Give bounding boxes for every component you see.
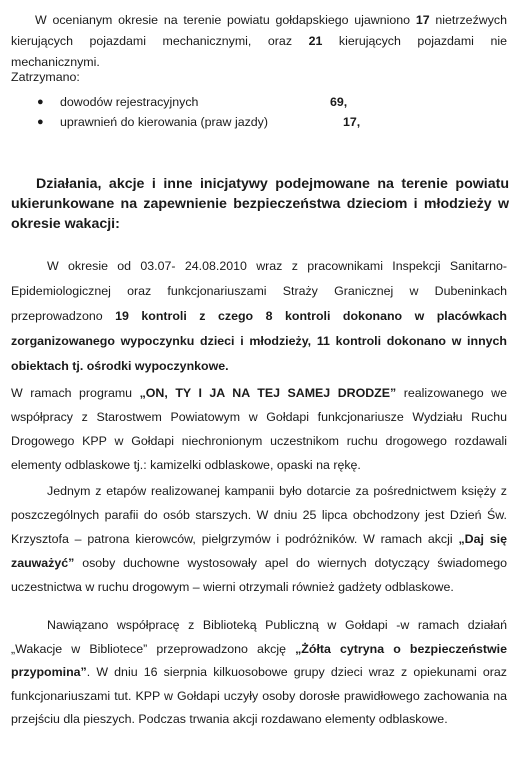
list-item — [0, 92, 520, 112]
intro-text-1: W ocenianym okresie na terenie powiatu gołdapskiego ujawniono — [35, 13, 416, 27]
program-text-2: realizowanego we współpracy z Starostwem Powiatowym w Gołdapi funkcjonariusze Wydziału Ruchu Drogowego KPP w Gołdapi niechronionym uczestnikom ruchu drogowego rozdawali elementy odblaskowe tj.: kamizelki odblaskowe, opaski na rękę. — [11, 386, 507, 472]
library-action-name: „Żółta cytryna o bezpieczeństwie przypomina” — [11, 641, 507, 679]
list-item — [0, 112, 520, 132]
list-item-label: uprawnień do kierowania (praw jazdy) — [60, 115, 268, 129]
intro-paragraph — [11, 10, 507, 73]
intro-text-2: nietrzeźwych kierujących pojazdami mechanicznymi, oraz — [11, 13, 507, 48]
bullet-icon: ● — [37, 96, 44, 108]
library-text-1: Nawiązano współpracę z Biblioteką Publiczną w Gołdapi -w ramach działań „Wakacje w Bibliotece” przeprowadzono akcję — [11, 618, 507, 656]
campaign-text-2: osoby duchowne wystosowały apel do wiernych dotyczący świadomego uczestnictwa w ruchu drogowym – wierni otrzymali również gadżety odblaskowe. — [11, 556, 507, 594]
intro-number-1: 17 — [415, 13, 430, 27]
program-paragraph — [11, 381, 507, 477]
list-item-value: 69, — [330, 95, 348, 109]
list-item-value: 17, — [343, 115, 361, 129]
program-name: „ON, TY I JA NA TEJ SAMEJ DRODZE” — [139, 386, 397, 400]
controls-paragraph — [11, 254, 507, 379]
controls-text: W okresie od 03.07- 24.08.2010 wraz z pracownikami Inspekcji Sanitarno-Epidemiologicznej oraz funkcjonariuszami Straży Granicznej w Dubeninkach przeprowadzono — [11, 259, 507, 323]
section-heading: Działania, akcje i inne inicjatywy podejmowane na terenie powiatu ukierunkowane na zapewnienie bezpieczeństwa dzieciom i młodzieży w okresie wakacji: — [11, 176, 509, 232]
campaign-action-name: „Daj się zauważyć” — [11, 532, 507, 570]
detained-label: Zatrzymano: — [11, 70, 80, 84]
bullet-icon: ● — [37, 116, 44, 128]
campaign-text-1: Jednym z etapów realizowanej kampanii było dotarcie za pośrednictwem księży z poszczególnych parafii do osób starszych. W dniu 25 lipca obchodzony jest Dzień Św. Krzysztofa – patrona kierowców, pielgrzymów i podróżników. W ramach akcji — [11, 484, 507, 546]
intro-number-2: 21 — [308, 34, 323, 48]
controls-bold-text: 19 kontroli z czego 8 kontroli dokonano w placówkach zorganizowanego wypoczynku dzieci i młodzieży, 11 kontroli dokonano w innych obiektach tj. ośrodki wypoczynkowe. — [11, 309, 507, 373]
intro-text-3: kierujących pojazdami nie mechanicznymi. — [11, 34, 507, 69]
library-text-2: . W dniu 16 sierpnia kilkuosobowe grupy dzieci wraz z opiekunami oraz funkcjonariuszami tut. KPP w Gołdapi uczyły osoby dorosłe prawidłowego zachowania na przejściu dla pieszych. Podczas trwania akcji rozdawano elementy odblaskowe. — [11, 665, 507, 726]
list-item-label: dowodów rejestracyjnych — [60, 95, 199, 109]
program-text-1: W ramach programu — [11, 386, 140, 400]
campaign-paragraph — [11, 479, 507, 599]
library-paragraph — [11, 614, 507, 732]
